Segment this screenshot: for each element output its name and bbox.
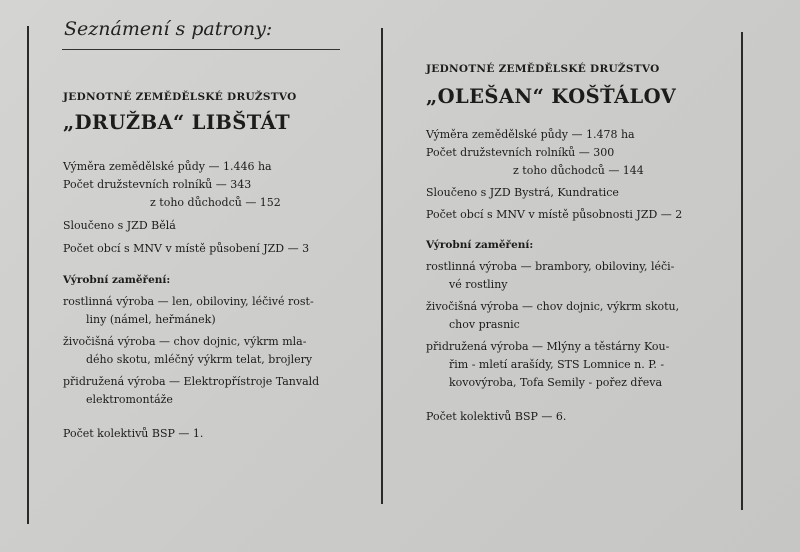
left-line-farmers: Počet družstevních rolníků — 343 [63,178,252,191]
left-collectives: Počet kolektivů BSP — 1. [63,427,204,440]
left-title: „DRUŽBA“ LIBŠTÁT [63,111,291,134]
right-line-area: Výměra zemědělské půdy — 1.478 ha [426,128,635,141]
left-prod-line: liny (námel, heřmánek) [86,313,216,326]
right-line-municipalities: Počet obcí s MNV v místě působnosti JZD — 2 [426,208,683,221]
left-section-title: Výrobní zaměření: [63,274,171,286]
right-prod-line: řim - mletí arašídy, STS Lomnice n. P. - [449,358,665,371]
center-divider [381,28,383,504]
right-prod-line: chov prasnic [449,318,520,331]
left-prod-line: přidružená výroba — Elektropřístroje Tanvald [63,375,320,388]
left-kicker: JEDNOTNÉ ZEMĚDĚLSKÉ DRUŽSTVO [63,91,297,103]
right-title: „OLEŠAN“ KOŠŤÁLOV [426,85,677,108]
right-column [426,60,726,426]
left-prod-line: živočišná výroba — chov dojnic, výkrm mla- [63,335,307,348]
right-margin-rule [741,32,743,510]
right-line-farmers: Počet družstevních rolníků — 300 [426,146,615,159]
page-heading: Seznámení s patrony: [64,18,273,40]
left-line-merged: Sloučeno s JZD Bělá [63,219,176,232]
left-line-area: Výměra zemědělské půdy — 1.446 ha [63,160,272,173]
right-kicker: JEDNOTNÉ ZEMĚDĚLSKÉ DRUŽSTVO [426,63,660,75]
right-prod-line: kovovýroba, Tofa Semily - pořez dřeva [449,376,663,389]
right-prod-line: rostlinná výroba — brambory, obiloviny, léči- [426,260,675,273]
left-margin-rule [27,26,29,524]
left-column [63,88,363,443]
left-line-pensioners: z toho důchodců — 152 [150,196,281,209]
left-prod-line: elektromontáže [86,393,173,406]
left-prod-line: dého skotu, mléčný výkrm telat, brojlery [86,353,313,366]
right-line-pensioners: z toho důchodců — 144 [513,164,644,177]
right-section-title: Výrobní zaměření: [426,239,534,251]
right-collectives: Počet kolektivů BSP — 6. [426,410,567,423]
right-line-merged: Sloučeno s JZD Bystrá, Kundratice [426,186,619,199]
right-prod-line: vé rostliny [449,278,508,291]
left-prod-line: rostlinná výroba — len, obiloviny, léčivé rost- [63,295,314,308]
left-line-municipalities: Počet obcí s MNV v místě působení JZD — 3 [63,242,310,255]
heading-underline [62,49,340,50]
right-prod-line: přidružená výroba — Mlýny a těstárny Kou- [426,340,670,353]
right-prod-line: živočišná výroba — chov dojnic, výkrm skotu, [426,300,680,313]
